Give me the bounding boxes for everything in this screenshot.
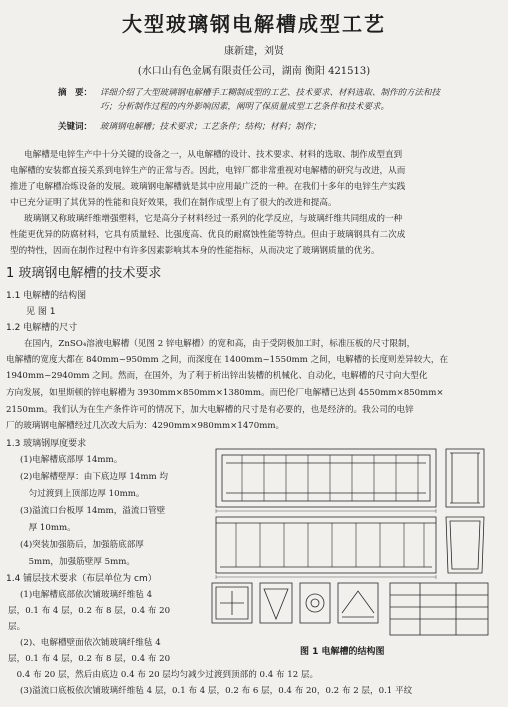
keywords-label: 关键词：	[58, 122, 93, 132]
body-line: (3)溢流口台板厚 14mm，溢流口管壁	[20, 506, 166, 516]
intro-line: 电解槽是电锌生产中十分关键的设备之一，从电解槽的设计、技术要求、材料的选取、制作成型直到	[24, 150, 403, 160]
body-line: (4)突装加强筋后，加强筋底部厚	[20, 540, 144, 550]
subsection-heading: 1.2 电解槽的尺寸	[6, 323, 78, 333]
body-line: 厚 10mm。	[20, 523, 76, 533]
elevation-view-outline	[216, 517, 436, 573]
intro-line: 型的特性，因而在制作过程中有许多因素影响其本身的性能指标，从而决定了玻璃钢质量的优劣。	[10, 246, 380, 256]
paper-affiliation: (水口山有色金属有限责任公司，湖南 衡阳 421513)	[137, 66, 371, 77]
body-line: 方向发展，如里斯顿的锌电解槽为 3930mm×850mm×1380mm。而巴伦厂电解槽已达到 4550mm×850mm×	[6, 388, 444, 398]
body-line: (2)、电解槽壁面依次铺玻璃纤维毡 4	[20, 638, 161, 648]
intro-line: 推进了电解槽冶炼设备的发展。玻璃钢电解槽就是其中应用最广泛的一种。在我们十多年的电锌生产实践	[10, 182, 406, 192]
subsection-heading: 1.4 铺层技术要求（布层单位为 cm）	[6, 574, 157, 584]
body-line: 0.4 布 20 层，然后由底边 0.4 布 20 层均匀减少过渡到顶部的 0.4 布 12 层。	[8, 670, 319, 680]
body-line: 层，0.1 布 4 层，0.2 布 8 层，0.4 布 20	[8, 606, 171, 616]
cell-structure-drawing	[206, 443, 494, 643]
body-line: 1940mm~2940mm 之间。然而，在国外，为了利于析出锌出装槽的机械化、自动化，电解槽的尺寸向大型化	[6, 371, 428, 381]
abstract-label: 摘 要：	[58, 88, 93, 98]
body-line: 厂的玻璃钢电解槽经过几次改大后为：4290mm×980mm×1470mm。	[6, 421, 285, 431]
plan-view-outline	[216, 449, 436, 507]
abstract-line: 详细介绍了大型玻璃钢电解槽手工糊制成型的工艺、技术要求、材料选取、制作的方法和技	[100, 88, 441, 98]
paper-authors: 康新建，刘贤	[224, 46, 284, 57]
body-line: 层。	[8, 622, 26, 632]
title-block	[390, 583, 488, 635]
body-line: 5mm，加强筋壁厚 5mm。	[20, 557, 136, 567]
intro-line: 性能更优异的防腐材料，它具有质量轻、比强度高、优良的耐腐蚀性能等特点。但由于玻璃钢具有二次成	[10, 230, 406, 240]
body-line: (2)电解槽壁厚：由下底边厚 14mm 均	[20, 472, 168, 482]
subsection-text: 见 图 1	[26, 307, 56, 317]
subsection-heading: 1.1 电解槽的结构图	[6, 291, 87, 301]
abstract-line: 巧；分析制作过程的内外影响因素，阐明了保质量成型工艺条件和技术要求。	[100, 102, 390, 112]
body-line: 2150mm。我们认为在生产条件许可的情况下，加大电解槽的尺寸是有必要的，也是经济的。我公司的电锌	[6, 405, 414, 415]
section-heading: 1 玻璃钢电解槽的技术要求	[6, 266, 162, 281]
body-line: 层，0.1 布 4 层，0.2 布 8 层，0.4 布 20	[8, 654, 171, 664]
body-line: 匀过渡到上顶部边厚 10mm。	[20, 489, 145, 499]
figure-caption: 图 1 电解槽的结构图	[300, 647, 385, 657]
body-line: (3)溢流口底板依次铺玻璃纤维毡 4 层，0.1 布 4 层，0.2 布 6 层，0.4 布 20，0.2 布 2 层，0.1 平纹	[20, 686, 413, 696]
keywords-text: 玻璃钢电解槽；技术要求；工艺条件；结构；材料；制作；	[100, 122, 322, 132]
intro-line: 玻璃钢又称玻璃纤维增强塑料，它是高分子材料经过一系列的化学反应，与玻璃纤维共同组成的一种	[24, 214, 403, 224]
body-line: 电解槽的宽度大都在 840mm~950mm 之间，而深度在 1400mm~1550mm 之间，电解槽的长度则差异较大，在	[6, 355, 449, 365]
body-line: 在国内，ZnSO₄溶液电解槽（见图 2 锌电解槽）的宽和高，由于受阴极加工时，标准压板的尺寸限制，	[24, 339, 416, 349]
intro-line: 中已充分证明了其优异的性能和良好效果，我们在制作成型上有了很大的改进和提高。	[10, 198, 337, 208]
paper-title: 大型玻璃钢电解槽成型工艺	[122, 12, 386, 36]
subsection-heading: 1.3 玻璃钢厚度要求	[6, 439, 87, 449]
body-line: (1)电解槽底部依次铺玻璃纤维毡 4	[20, 590, 153, 600]
intro-line: 电解槽的安装都直接关系到电锌生产的正常与否。因此，电锌厂都非常重视对电解槽的研究与改进，从而	[10, 166, 406, 176]
body-line: (1)电解槽底部厚 14mm。	[20, 455, 123, 465]
